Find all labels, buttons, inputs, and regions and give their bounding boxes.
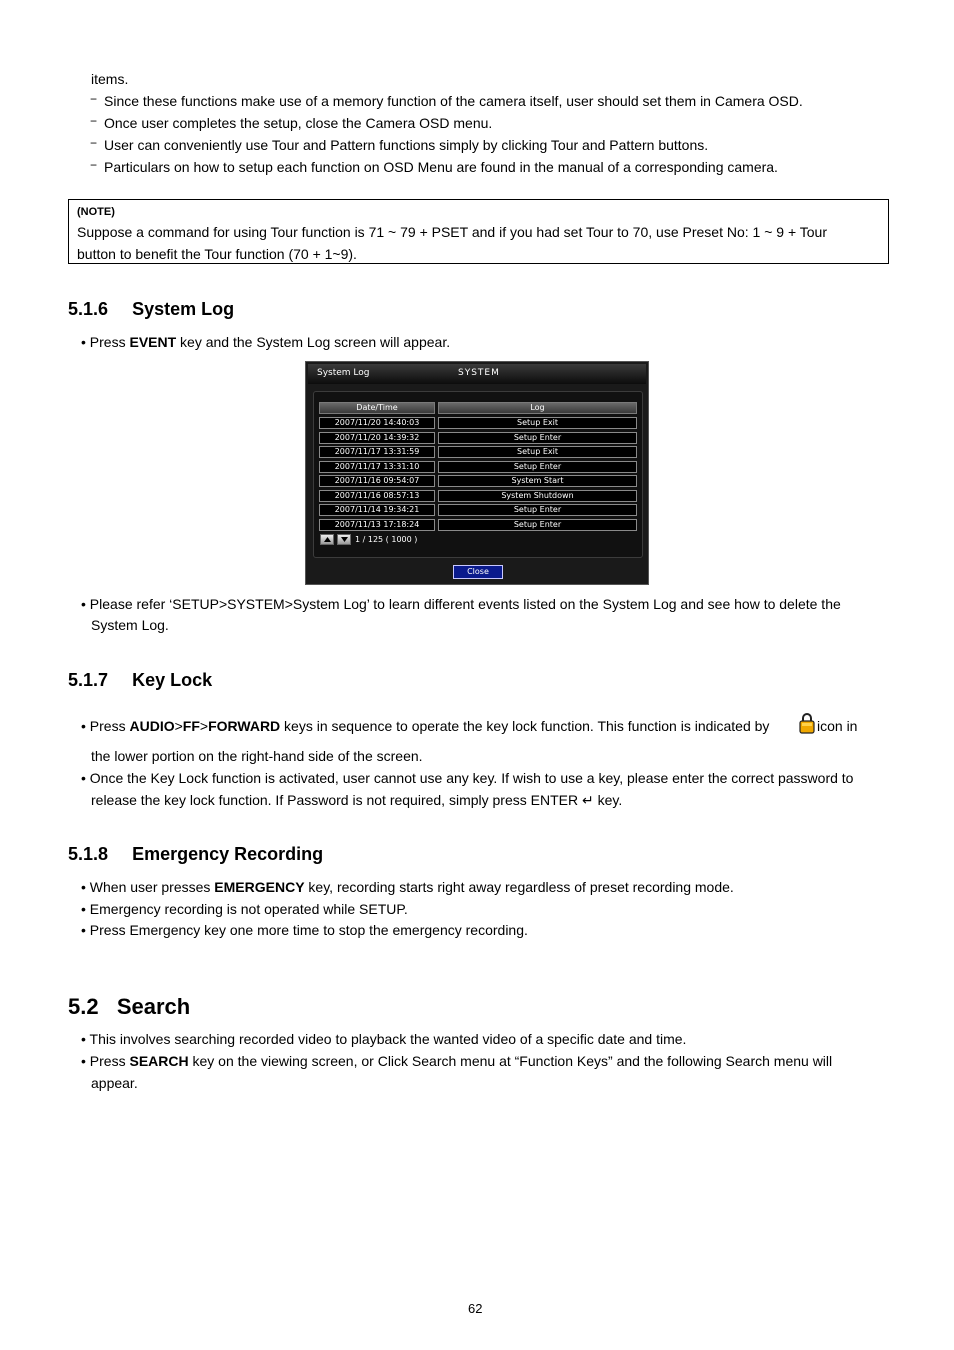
row-datetime: 2007/11/13 17:18:24 — [319, 519, 435, 531]
page-number: 62 — [468, 1301, 483, 1316]
key-name: EMERGENCY — [214, 879, 305, 895]
close-button[interactable]: Close — [453, 565, 503, 579]
bullet-text: Once the Key Lock function is activated, user cannot use any key. If wish to use a key, please enter the correct password to — [89, 770, 854, 786]
section-heading-key-lock — [68, 670, 212, 691]
section-number: 5.1.8 — [68, 844, 109, 864]
section-heading-system-log — [68, 299, 234, 320]
screen-section: SYSTEM — [458, 368, 500, 378]
row-datetime: 2007/11/17 13:31:10 — [319, 461, 435, 473]
row-log[interactable]: Setup Exit — [438, 417, 637, 429]
separator: > — [199, 718, 209, 734]
bullet-item — [81, 878, 734, 896]
bullet-text: icon in — [817, 718, 858, 734]
bullet-text: key on the viewing screen, or Click Search menu at “Function Keys” and the following Search menu will — [188, 1053, 833, 1069]
bullet-marker: • — [81, 718, 86, 734]
section-heading-search — [68, 994, 190, 1020]
screen-title: System Log — [317, 368, 370, 378]
bullet-marker: • — [81, 901, 86, 917]
bullet-text: Please refer ‘SETUP>SYSTEM>System Log’ to learn different events listed on the System Log and see how to delete the — [89, 596, 841, 612]
bullet-marker: • — [81, 334, 86, 350]
page-down-button[interactable] — [337, 534, 351, 545]
log-panel — [313, 391, 643, 558]
system-log-screen — [305, 361, 649, 585]
bullet-text: key and the System Log screen will appear. — [176, 334, 451, 350]
dash-item: Since these functions make use of a memory function of the camera itself, user should set them in Camera OSD. — [104, 93, 803, 109]
dash-marker: − — [90, 114, 98, 128]
bullet-marker: • — [81, 770, 86, 786]
note-box — [68, 199, 889, 264]
key-name: FF — [182, 718, 200, 734]
note-line: Suppose a command for using Tour function is 71 ~ 79 + PSET and if you had set Tour to 70, use Preset No: 1 ~ 9 + Tour — [77, 224, 827, 240]
row-datetime: 2007/11/20 14:39:32 — [319, 432, 435, 444]
bullet-marker: • — [81, 879, 86, 895]
bullet-marker: • — [81, 1031, 86, 1047]
section-heading-emergency-recording — [68, 844, 323, 865]
bullet-item — [81, 769, 853, 787]
section-title: Key Lock — [132, 670, 213, 690]
note-label: (NOTE) — [77, 206, 115, 218]
bullet-text: keys in sequence to operate the key lock function. This function is indicated by — [280, 718, 770, 734]
bullet-text: When user presses — [89, 879, 215, 895]
bullet-text: release the key lock function. If Password is not required, simply press ENTER — [91, 792, 579, 808]
dash-item: User can conveniently use Tour and Pattern functions simply by clicking Tour and Pattern buttons. — [104, 137, 709, 153]
row-datetime: 2007/11/17 13:31:59 — [319, 446, 435, 458]
bullet-continuation: the lower portion on the right-hand side of the screen. — [91, 748, 423, 764]
bullet-text: Press — [89, 718, 130, 734]
bullet-item — [81, 1052, 832, 1070]
dash-item: Particulars on how to setup each function on OSD Menu are found in the manual of a corresponding camera. — [104, 159, 778, 175]
column-header-datetime: Date/Time — [319, 402, 435, 414]
column-header-log: Log — [438, 402, 637, 414]
bullet-item — [81, 595, 841, 613]
lock-icon — [799, 712, 815, 734]
key-name: SEARCH — [129, 1053, 189, 1069]
bullet-text: Press — [89, 1053, 130, 1069]
section-number: 5.1.7 — [68, 670, 109, 690]
row-log[interactable]: System Start — [438, 475, 637, 487]
bullet-continuation: System Log. — [91, 617, 169, 633]
bullet-continuation: appear. — [91, 1075, 138, 1091]
arrow-up-icon — [324, 537, 331, 542]
bullet-text: Emergency recording is not operated while SETUP. — [89, 901, 408, 917]
section-number: 5.1.6 — [68, 299, 109, 319]
bullet-text: key. — [597, 792, 623, 808]
section-title: Search — [116, 994, 191, 1019]
screen-title-bar — [308, 364, 646, 384]
row-datetime: 2007/11/14 19:34:21 — [319, 504, 435, 516]
page-indicator: 1 / 125 ( 1000 ) — [355, 535, 418, 544]
row-log[interactable]: Setup Exit — [438, 446, 637, 458]
bullet-item — [81, 1030, 686, 1048]
bullet-text: This involves searching recorded video to playback the wanted video of a specific date and time. — [89, 1031, 687, 1047]
bullet-marker: • — [81, 596, 86, 612]
bullet-text: key, recording starts right away regardless of preset recording mode. — [304, 879, 734, 895]
dash-marker: − — [90, 136, 98, 150]
bullet-text: Press Emergency key one more time to stop the emergency recording. — [89, 922, 528, 938]
row-datetime: 2007/11/20 14:40:03 — [319, 417, 435, 429]
paragraph-continuation: items. — [91, 71, 129, 87]
note-line: button to benefit the Tour function (70 + 1~9). — [77, 246, 357, 262]
enter-key-icon: ↵ — [581, 792, 594, 808]
bullet-item — [81, 900, 408, 918]
page-up-button[interactable] — [320, 534, 334, 545]
key-name: EVENT — [129, 334, 177, 350]
section-title: System Log — [132, 299, 235, 319]
bullet-marker: • — [81, 1053, 86, 1069]
bullet-continuation — [91, 791, 622, 809]
bullet-text: Press — [89, 334, 130, 350]
dash-item: Once user completes the setup, close the Camera OSD menu. — [104, 115, 493, 131]
row-log[interactable]: System Shutdown — [438, 490, 637, 502]
key-name: FORWARD — [208, 718, 281, 734]
dash-marker: − — [90, 158, 98, 172]
row-datetime: 2007/11/16 08:57:13 — [319, 490, 435, 502]
bullet-item — [81, 921, 528, 939]
row-log[interactable]: Setup Enter — [438, 519, 637, 531]
row-datetime: 2007/11/16 09:54:07 — [319, 475, 435, 487]
key-name: AUDIO — [129, 718, 175, 734]
row-log[interactable]: Setup Enter — [438, 432, 637, 444]
row-log[interactable]: Setup Enter — [438, 504, 637, 516]
section-title: Emergency Recording — [132, 844, 324, 864]
bullet-marker: • — [81, 922, 86, 938]
separator: > — [174, 718, 183, 734]
arrow-down-icon — [341, 537, 348, 542]
bullet-item — [81, 717, 769, 735]
row-log[interactable]: Setup Enter — [438, 461, 637, 473]
section-number: 5.2 — [68, 994, 99, 1019]
dash-marker: − — [90, 92, 98, 106]
bullet-item — [81, 333, 450, 351]
